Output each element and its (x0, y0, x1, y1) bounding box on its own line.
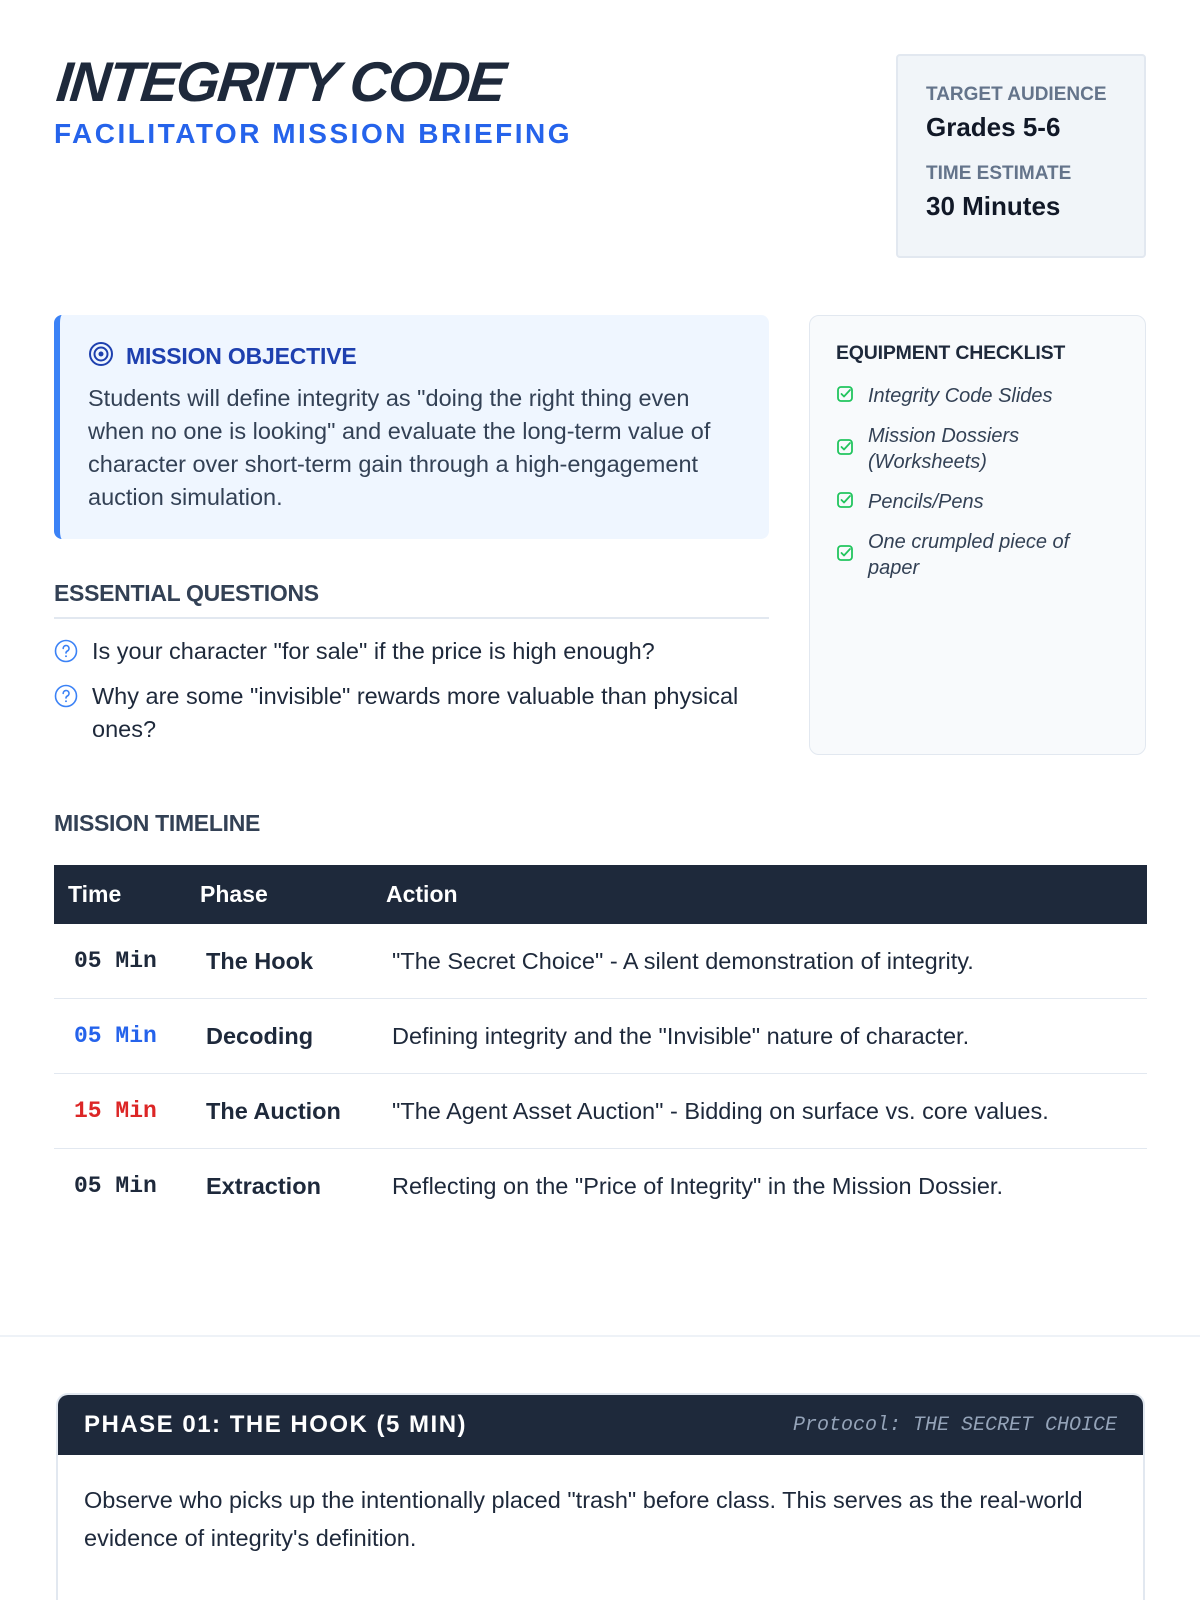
timeline-table (54, 865, 1147, 1223)
target-icon (88, 341, 114, 372)
row-phase: The Hook (186, 924, 372, 999)
question-circle-icon (54, 684, 78, 708)
checklist-item (836, 383, 1119, 409)
page-subtitle: FACILITATOR MISSION BRIEFING (54, 118, 572, 149)
question-text: Why are some "invisible" rewards more valuable than physical ones? (92, 683, 739, 742)
section-divider (0, 1335, 1200, 1337)
checkbox-icon (836, 491, 854, 514)
timeline-header-row (54, 865, 1147, 924)
column-header-phase: Phase (186, 865, 372, 924)
phase-title: PHASE 01: THE HOOK (5 MIN) (84, 1411, 468, 1438)
column-header-action: Action (372, 865, 1147, 924)
row-action: Reflecting on the "Price of Integrity" in the Mission Dossier. (392, 1172, 1003, 1199)
time-value: 30 Minutes (926, 191, 1061, 221)
checklist-item (836, 529, 1119, 581)
checklist-items (836, 383, 1119, 581)
mission-objective-panel (54, 315, 769, 539)
row-time: 05 Min (74, 1173, 157, 1199)
question-circle-icon (54, 639, 78, 663)
timeline-title: MISSION TIMELINE (54, 810, 261, 836)
checklist-item (836, 489, 1119, 515)
row-time: 05 Min (54, 999, 186, 1074)
time-label: TIME ESTIMATE (926, 163, 1072, 184)
table-row (54, 1149, 1147, 1224)
phase-card (56, 1393, 1145, 1600)
questions-list (54, 635, 769, 746)
mission-timeline (54, 810, 1147, 1223)
objective-title: MISSION OBJECTIVE (126, 343, 357, 369)
checklist-item (836, 423, 1119, 475)
column-header-time: Time (54, 865, 186, 924)
equipment-checklist (809, 315, 1146, 755)
header (53, 50, 572, 149)
row-action: "The Agent Asset Auction" - Bidding on surface vs. core values. (372, 1074, 1147, 1149)
row-action: Defining integrity and the "Invisible" nature of character. (372, 999, 1147, 1074)
objective-text: Students will define integrity as "doing the right thing even when no one is looking" and evaluate the long-term value of character over short-term gain through a high-engagement auction simulation. (88, 385, 711, 510)
questions-title: ESSENTIAL QUESTIONS (54, 580, 769, 619)
meta-box (896, 54, 1146, 258)
phase-body: Observe who picks up the intentionally placed "trash" before class. This serves as the real-world evidence of integrity's definition. (84, 1487, 1083, 1551)
question-item (54, 680, 769, 746)
question-text: Is your character "for sale" if the price is high enough? (92, 638, 655, 664)
row-time: 15 Min (54, 1074, 186, 1149)
audience-value: Grades 5-6 (926, 112, 1061, 142)
table-row (54, 1074, 1147, 1149)
essential-questions (54, 580, 769, 758)
checkbox-icon (836, 385, 854, 408)
audience-label: TARGET AUDIENCE (926, 84, 1107, 105)
table-row (54, 999, 1147, 1074)
phase-header (58, 1395, 1143, 1455)
checklist-item-label: Pencils/Pens (868, 491, 984, 513)
objective-header (88, 341, 741, 372)
checkbox-icon (836, 544, 854, 567)
checklist-item-label: Mission Dossiers (Worksheets) (868, 425, 1020, 473)
table-row (54, 924, 1147, 999)
row-phase: Decoding (186, 999, 372, 1074)
row-phase: The Auction (186, 1074, 372, 1149)
page-title: INTEGRITY CODE (53, 50, 508, 113)
phase-protocol: Protocol: THE SECRET CHOICE (792, 1413, 1117, 1437)
checklist-title: EQUIPMENT CHECKLIST (836, 342, 1066, 364)
question-item (54, 635, 769, 668)
row-action: "The Secret Choice" - A silent demonstration of integrity. (372, 924, 1147, 999)
checklist-item-label: One crumpled piece of paper (868, 531, 1070, 579)
checkbox-icon (836, 438, 854, 461)
row-time: 05 Min (54, 924, 186, 999)
checklist-item-label: Integrity Code Slides (868, 385, 1053, 407)
row-phase: Extraction (206, 1172, 321, 1199)
